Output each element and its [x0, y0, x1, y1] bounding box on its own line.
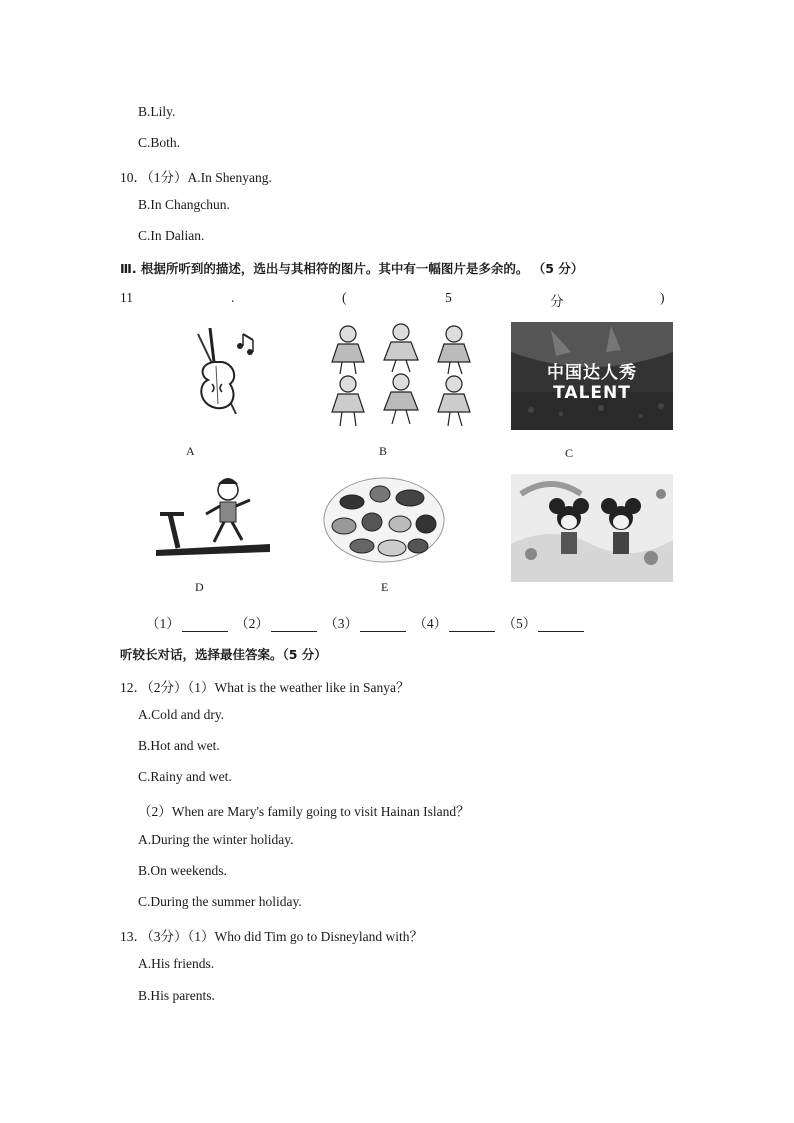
q11-paren-open: ( — [342, 290, 347, 305]
q12-1-option-b: B.Hot and wet. — [138, 738, 220, 753]
picture-e — [322, 474, 447, 564]
q13-stem: 13．（3分）（1）Who did Tim go to Disneyland with？ — [120, 929, 424, 944]
q12-stem: 12．（2分）（1）What is the weather like in Sanya？ — [120, 680, 410, 695]
blank-4-label: （4） — [413, 616, 448, 631]
picture-d-label: D — [195, 580, 204, 594]
q10-option-b: B.In Changchun. — [138, 197, 230, 212]
food-plate-icon — [322, 474, 447, 564]
q11-paren-close: ) — [660, 290, 665, 305]
blank-1-label: （1） — [146, 616, 180, 631]
q9-option-b: B.Lily. — [138, 104, 176, 119]
blank-1[interactable] — [182, 617, 228, 632]
q11-dot: . — [231, 290, 235, 305]
q12-sub2-stem: （2）When are Mary's family going to visit Hainan Island？ — [138, 804, 470, 819]
blank-2[interactable] — [271, 617, 317, 632]
q10-option-c: C.In Dalian. — [138, 228, 205, 243]
blank-5-label: （5） — [502, 616, 537, 631]
q12-2-option-a: A.During the winter holiday. — [138, 832, 294, 847]
q12-2-option-c: C.During the summer holiday. — [138, 894, 302, 909]
q13-1-option-a: A.His friends. — [138, 956, 215, 971]
violin-icon — [178, 322, 268, 422]
picture-f — [511, 474, 673, 582]
q10-stem: 10．（1分）A.In Shenyang. — [120, 170, 272, 185]
section-4-title: 听较长对话，选择最佳答案。（5 分） — [120, 647, 327, 662]
section-3-title: Ⅲ. 根据所听到的描述，选出与其相符的图片。其中有一幅图片是多余的。 （5 分） — [120, 261, 584, 276]
blank-4[interactable] — [449, 617, 495, 632]
poster-text: 中国达人秀 TALENT — [547, 363, 637, 403]
picture-e-label: E — [381, 580, 389, 594]
picture-c-label: C — [565, 446, 574, 460]
picture-b — [326, 322, 481, 432]
picture-b-label: B — [379, 444, 388, 458]
q11-answer-blanks — [146, 612, 588, 632]
picture-a — [178, 322, 268, 422]
q12-1-option-a: A.Cold and dry. — [138, 707, 225, 722]
picture-a-label: A — [186, 444, 195, 458]
picture-d — [150, 474, 275, 559]
picture-c — [511, 322, 673, 430]
blank-2-label: （2） — [235, 616, 269, 631]
q12-1-option-c: C.Rainy and wet. — [138, 769, 232, 784]
blank-3[interactable] — [360, 617, 406, 632]
q13-1-option-b: B.His parents. — [138, 988, 215, 1003]
blank-5[interactable] — [538, 617, 584, 632]
q12-2-option-b: B.On weekends. — [138, 863, 227, 878]
q11-number: 11 — [120, 290, 133, 305]
mickey-minnie-icon — [511, 474, 673, 582]
treadmill-girl-icon — [150, 474, 275, 559]
blank-3-label: （3） — [324, 616, 358, 631]
q9-option-c: C.Both. — [138, 135, 181, 150]
q11-points-unit: 分 — [550, 294, 564, 309]
q11-points-number: 5 — [445, 290, 452, 305]
dancing-girls-icon — [326, 322, 481, 432]
